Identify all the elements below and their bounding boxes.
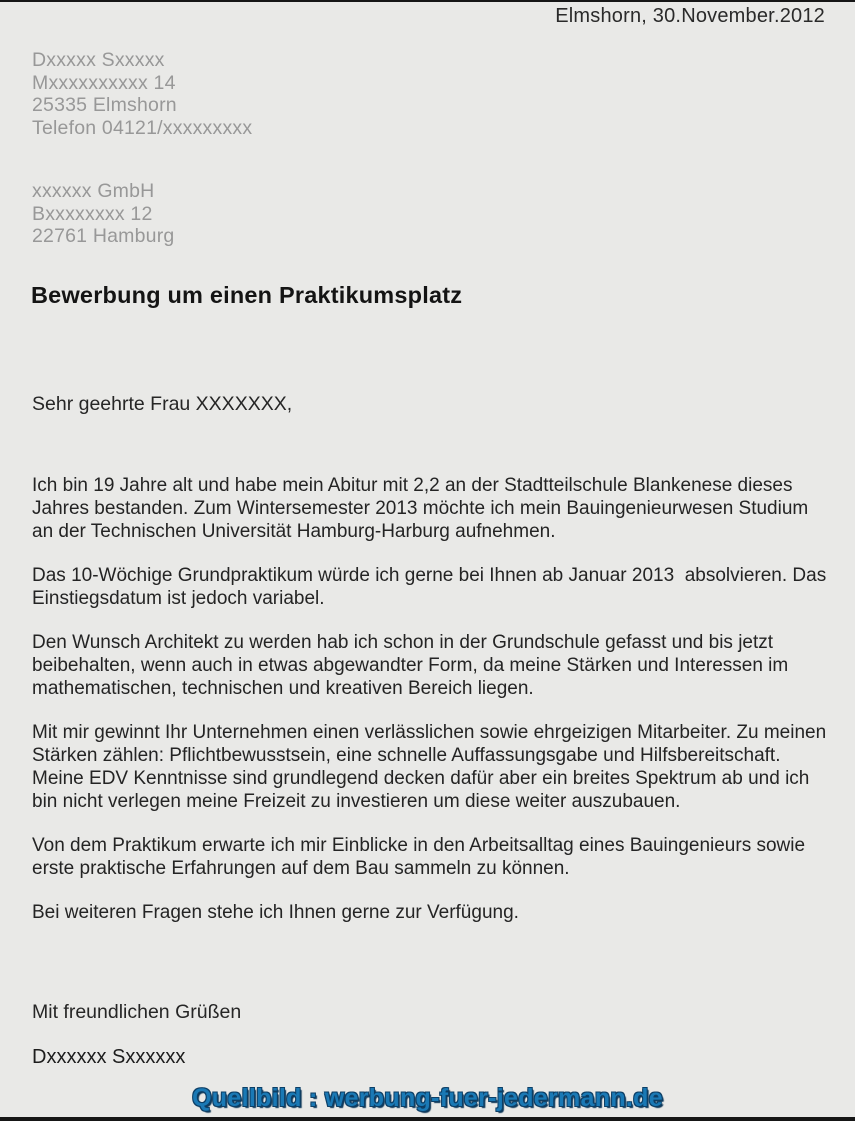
body-paragraph: Bei weiteren Fragen stehe ich Ihnen gerne zur Verfügung. bbox=[32, 902, 519, 923]
body-paragraph: Von dem Praktikum erwarte ich mir Einblicke in den Arbeitsalltag eines Bauingenieurs sowie erste praktische Erfahrungen auf dem Bau sammeln zu können. bbox=[32, 835, 811, 879]
top-edge-strip bbox=[0, 0, 855, 2]
bottom-edge-strip bbox=[0, 1117, 855, 1121]
sender-name: Dxxxxx Sxxxxx bbox=[32, 49, 165, 71]
signature-name: Dxxxxxx Sxxxxxx bbox=[32, 1046, 186, 1068]
body-paragraph: Ich bin 19 Jahre alt und habe mein Abitur mit 2,2 an der Stadtteilschule Blankenese dieses Jahres bestanden. Zum Wintersemester 2013 möchte ich mein Bauingenieurwesen Studium an der Technischen Universität Hamburg-Harburg aufnehmen. bbox=[32, 475, 814, 542]
recipient-street: Bxxxxxxxx 12 bbox=[32, 202, 153, 225]
sender-street: Mxxxxxxxxxx 14 bbox=[32, 71, 176, 94]
subject-heading: Bewerbung um einen Praktikumsplatz bbox=[31, 281, 463, 308]
body-paragraph: Den Wunsch Architekt zu werden hab ich schon in der Grundschule gefasst und bis jetzt beibehalten, wenn auch in etwas abgewandter Form, da meine Stärken und Interessen im mathematischen, technischen und kreativen Bereich liegen. bbox=[32, 632, 794, 699]
recipient-company: xxxxxx GmbH bbox=[32, 180, 155, 202]
date-line: Elmshorn, 30.November.2012 bbox=[555, 5, 825, 27]
closing-line: Mit freundlichen Grüßen bbox=[32, 1001, 242, 1023]
sender-city: 25335 Elmshorn bbox=[32, 94, 177, 116]
sender-phone: Telefon 04121/xxxxxxxxx bbox=[32, 116, 253, 139]
letter-body bbox=[32, 474, 832, 945]
footer-source-caption: Quellbild : werbung-fuer-jedermann.de bbox=[192, 1084, 663, 1112]
salutation: Sehr geehrte Frau XXXXXXX, bbox=[32, 393, 293, 415]
recipient-city: 22761 Hamburg bbox=[32, 225, 175, 247]
body-paragraph: Das 10-Wöchige Grundpraktikum würde ich gerne bei Ihnen ab Januar 2013 absolvieren. Das Einstiegsdatum ist jedoch variabel. bbox=[32, 565, 832, 609]
body-paragraph: Mit mir gewinnt Ihr Unternehmen einen verlässlichen sowie ehrgeizigen Mitarbeiter. Zu meinen Stärken zählen: Pflichtbewusstsein, eine schnelle Auffassungsgabe und Hilfsbereitschaft. Meine EDV Kenntnisse sind grundlegend decken dafür aber ein breites Spektrum ab und ich bin nicht verlegen meine Freizeit zu investieren um diese weiter auszubauen. bbox=[32, 722, 832, 812]
recipient-block bbox=[32, 180, 174, 248]
sender-block bbox=[32, 49, 252, 139]
